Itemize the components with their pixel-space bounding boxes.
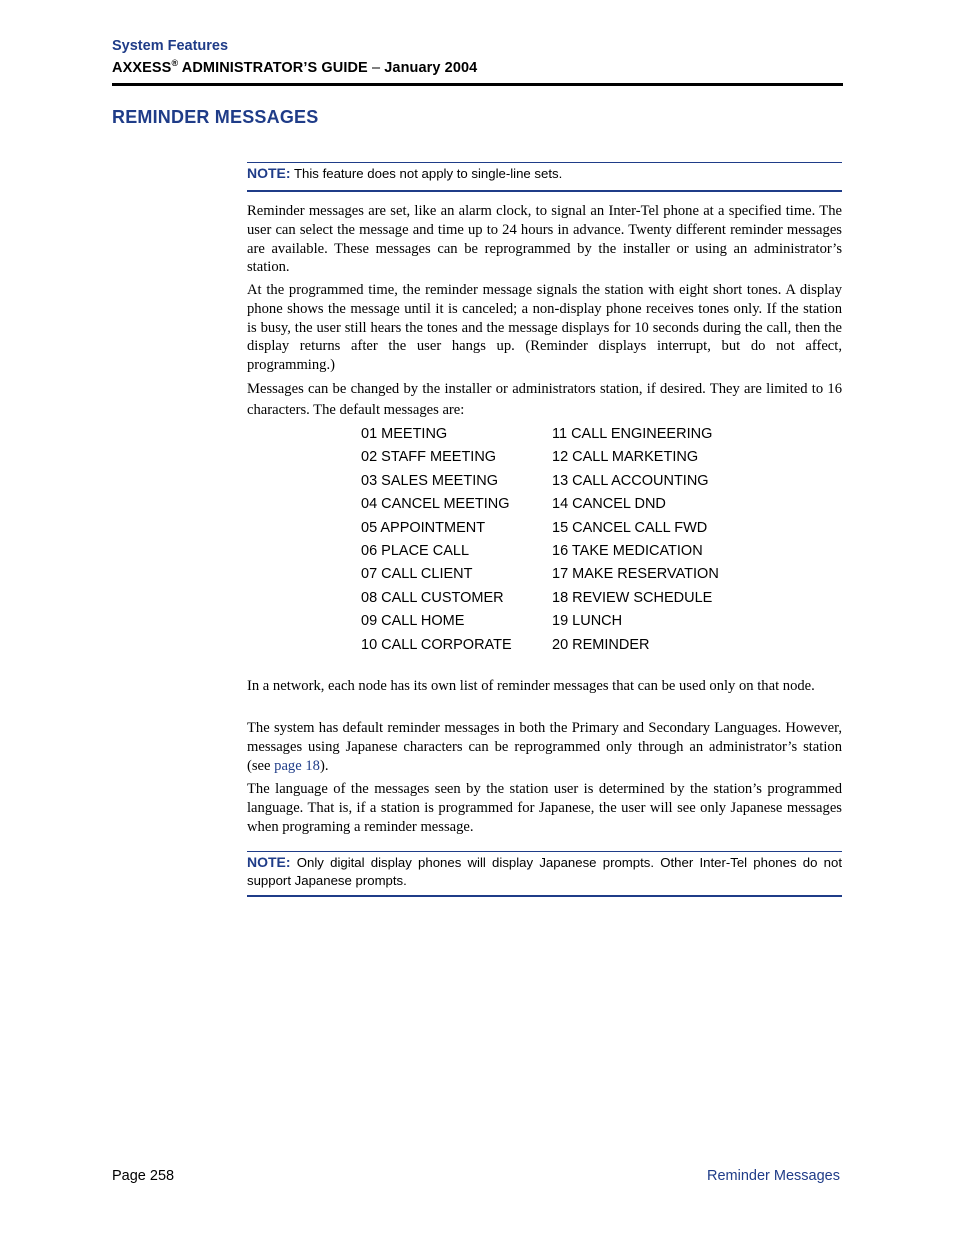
note-box-single-line — [247, 162, 842, 192]
running-header-guide-title — [112, 60, 477, 76]
message-item: 09 CALL HOME — [361, 613, 465, 630]
message-item: 13 CALL ACCOUNTING — [552, 472, 709, 489]
message-item: 07 CALL CLIENT — [361, 566, 473, 583]
note-text: This feature does not apply to single-line sets. — [290, 166, 563, 181]
header-rule — [112, 83, 843, 86]
message-item: 14 CANCEL DND — [552, 496, 666, 513]
guide-brand: AXXESS — [112, 60, 172, 76]
messages-column-2 — [552, 425, 719, 659]
message-item: 15 CANCEL CALL FWD — [552, 519, 708, 536]
message-item: 06 PLACE CALL — [361, 542, 470, 559]
paragraph-intro: Reminder messages are set, like an alarm clock, to signal an Inter-Tel phone at a specified time. The user can select the message and time up to 24 hours in advance. Twenty different reminder messages are available. These messages can be reprogrammed by the installer or using an administrator’s station. — [247, 203, 842, 276]
message-item: 18 REVIEW SCHEDULE — [552, 589, 713, 606]
page-title: REMINDER MESSAGES — [112, 107, 319, 127]
message-item: 19 LUNCH — [552, 613, 623, 630]
message-item: 11 CALL ENGINEERING — [552, 426, 713, 442]
note-box-japanese-prompts — [247, 851, 842, 897]
paragraph-defaults-intro: Messages can be changed by the installer or administrators station, if desired. They are limited to 16 characters. The default messages are: — [247, 381, 842, 418]
languages-text: The system has default reminder messages in both the Primary and Secondary Languages. However, messages using Japanese characters can be reprogrammed only through an administrator’s station (see — [247, 720, 842, 774]
message-item: 05 APPOINTMENT — [361, 519, 486, 536]
message-item: 08 CALL CUSTOMER — [361, 589, 504, 606]
paragraph-programmed-time: At the programmed time, the reminder message signals the station with eight short tones. A display phone shows the message until it is canceled; a non-display phone receives tones only. If the station is busy, the user still hears the tones and the message displays for 10 seconds during the call, then the display returns after the user hangs up. (Reminder displays interrupt, but do not affect, programming.) — [247, 282, 842, 374]
message-item: 03 SALES MEETING — [361, 472, 498, 489]
message-item: 20 REMINDER — [552, 636, 650, 653]
message-item: 01 MEETING — [361, 426, 448, 442]
guide-date: January 2004 — [384, 60, 478, 76]
languages-text-end: ). — [319, 757, 329, 774]
message-item: 02 STAFF MEETING — [361, 449, 497, 466]
messages-column-1 — [361, 425, 512, 659]
paragraph-station-language: The language of the messages seen by the station user is determined by the station’s programmed language. That is, if a station is programmed for Japanese, the user will see only Japanese messages when programing a reminder message. — [247, 781, 842, 835]
paragraph-languages — [247, 719, 842, 775]
note-label: NOTE: — [247, 165, 291, 181]
message-item: 12 CALL MARKETING — [552, 449, 699, 466]
message-item: 16 TAKE MEDICATION — [552, 542, 703, 559]
footer-section-name: Reminder Messages — [707, 1168, 840, 1184]
guide-title: ADMINISTRATOR’S GUIDE — [178, 60, 368, 76]
registered-mark: ® — [171, 58, 179, 68]
guide-dash: – — [367, 60, 385, 76]
running-header-section: System Features — [112, 38, 229, 54]
footer-page-number: Page 258 — [112, 1168, 175, 1184]
message-item: 17 MAKE RESERVATION — [552, 566, 719, 583]
message-item: 04 CANCEL MEETING — [361, 496, 510, 513]
note-text: Only digital display phones will display Japanese prompts. Other Inter-Tel phones do not support Japanese prompts. — [247, 855, 842, 888]
message-item: 10 CALL CORPORATE — [361, 636, 512, 653]
note-label: NOTE: — [247, 854, 291, 870]
page-18-link[interactable]: page 18 — [274, 757, 320, 774]
paragraph-network: In a network, each node has its own list of reminder messages that can be used only on that node. — [247, 678, 815, 694]
